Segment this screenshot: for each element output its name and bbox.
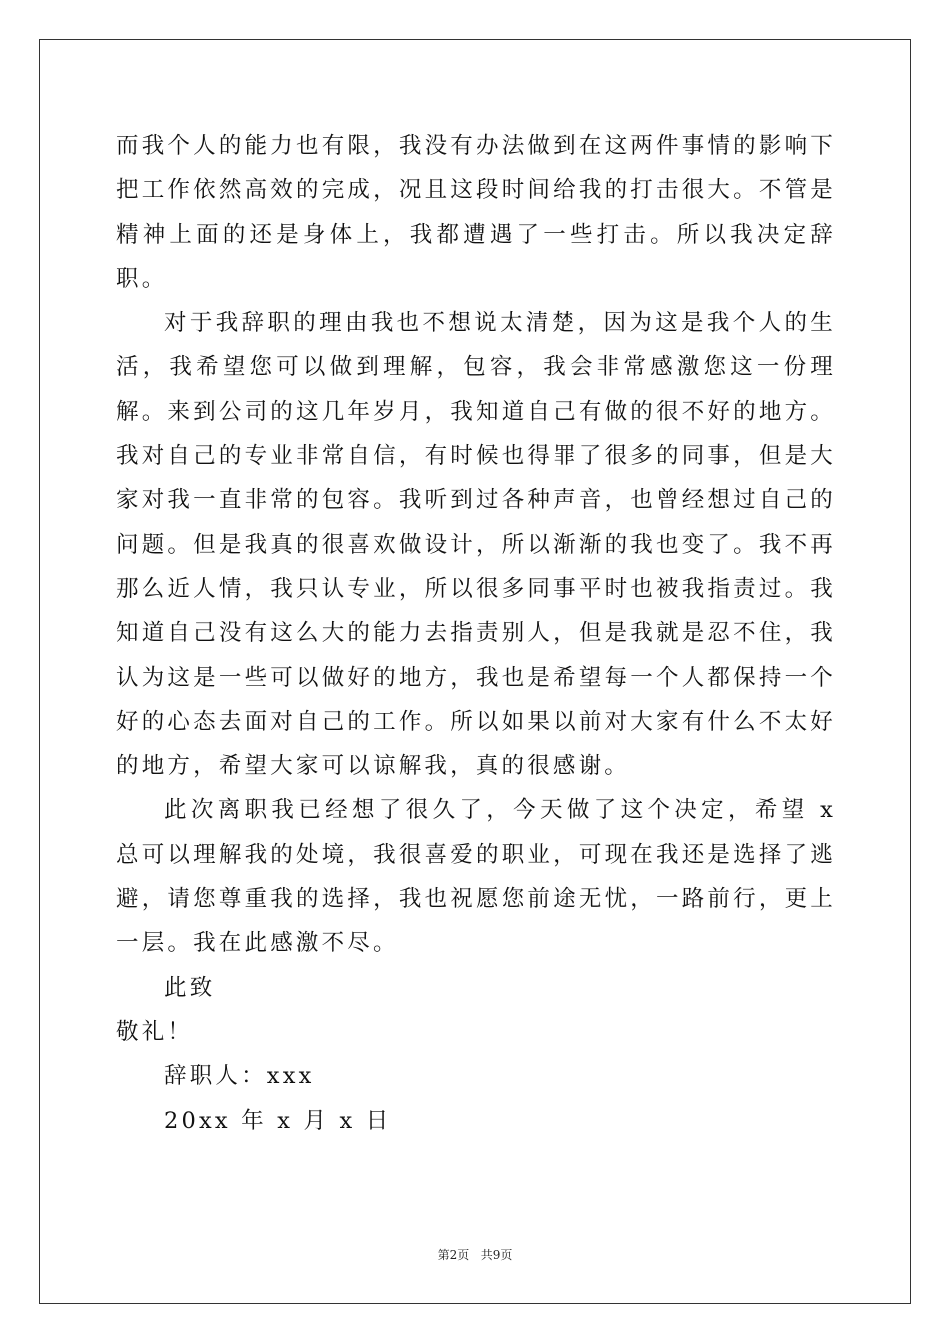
date-line: 20xx 年 x 月 x 日 — [164, 1107, 392, 1134]
paragraph-3: 此次离职我已经想了很久了，今天做了这个决定，希望 x 总可以理解我的处境，我很喜爱的职业，可现在我还是选择了逃避，请您尊重我的选择，我也祝愿您前途无忧，一路前行，更上一层。我在此感激不尽。 — [116, 797, 836, 957]
paragraph-2: 对于我辞职的理由我也不想说太清楚，因为这是我个人的生活，我希望您可以做到理解，包容，我会非常感激您这一份理解。来到公司的这几年岁月，我知道自己有做的很不好的地方。我对自己的专业非常自信，有时候也得罪了很多的同事，但是大家对我一直非常的包容。我听到过各种声音，也曾经想过自己的问题。但是我真的很喜欢做设计，所以渐渐的我也变了。我不再那么近人情，我只认专业，所以很多同事平时也被我指责过。我知道自己没有这么大的能力去指责别人，但是我就是忍不住，我认为这是一些可以做好的地方，我也是希望每一个人都保持一个好的心态去面对自己的工作。所以如果以前对大家有什么不太好的地方，希望大家可以谅解我，真的很感谢。 — [116, 310, 836, 780]
signature-line: 辞职人：xxx — [164, 1063, 315, 1090]
closing-line: 此致 — [164, 974, 216, 1001]
page-number-total: 共9页 — [480, 1248, 513, 1262]
paragraph-1: 而我个人的能力也有限，我没有办法做到在这两件事情的影响下把工作依然高效的完成，况且这段时间给我的打击很大。不管是精神上面的还是身体上，我都遭遇了一些打击。所以我决定辞职。 — [116, 133, 836, 292]
salutation-line: 敬礼！ — [116, 1018, 194, 1045]
page-footer — [0, 1246, 950, 1263]
document-body — [116, 124, 836, 1143]
page-number-current: 第2页 — [437, 1248, 470, 1262]
